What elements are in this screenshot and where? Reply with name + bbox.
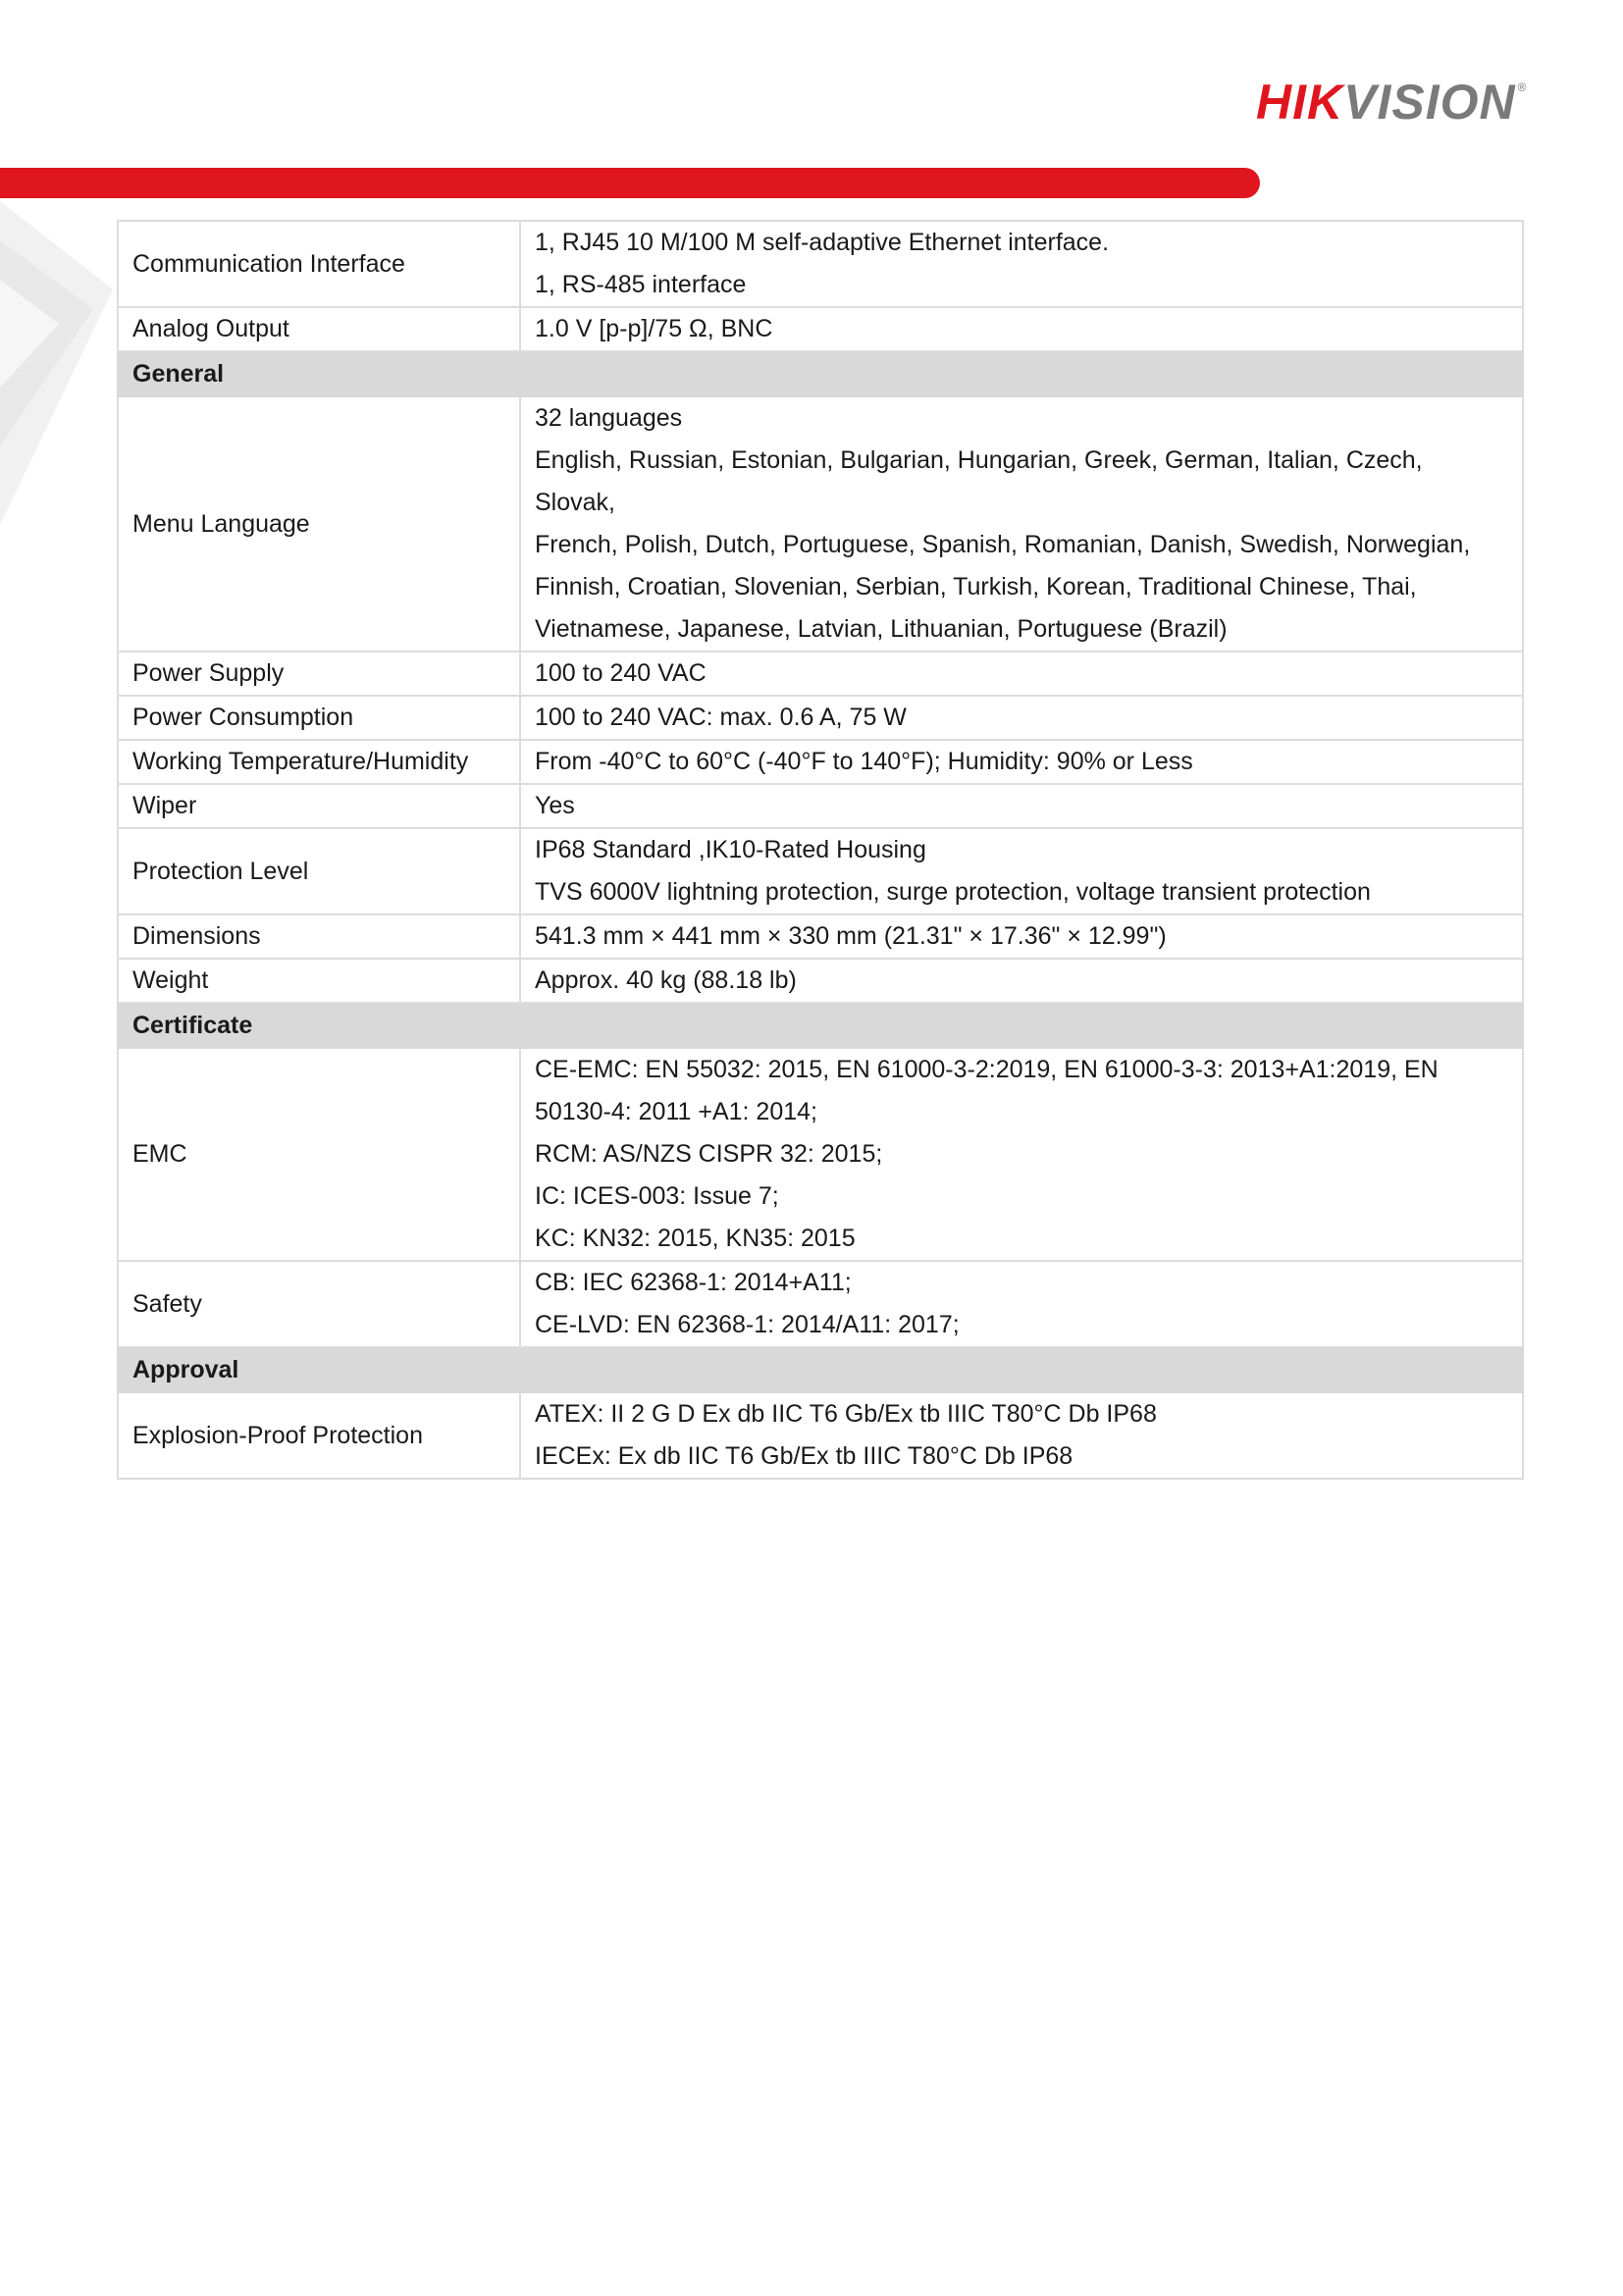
row-label: EMC xyxy=(118,1048,520,1261)
row-label: Dimensions xyxy=(118,914,520,959)
row-label: Power Consumption xyxy=(118,696,520,740)
table-row-power-consumption xyxy=(118,696,1523,740)
row-label: Menu Language xyxy=(118,396,520,652)
section-title: Certificate xyxy=(118,1003,1523,1048)
table-row-explosion-proof xyxy=(118,1392,1523,1479)
table-row-weight xyxy=(118,959,1523,1003)
row-label: Communication Interface xyxy=(118,221,520,307)
section-header-certificate xyxy=(118,1003,1523,1048)
row-value: 541.3 mm × 441 mm × 330 mm (21.31" × 17.36" × 12.99") xyxy=(520,914,1523,959)
row-value: 100 to 240 VAC xyxy=(520,652,1523,696)
header-red-bar xyxy=(0,168,1260,198)
table-row-power-supply xyxy=(118,652,1523,696)
table-row-protection-level xyxy=(118,828,1523,914)
table-row-safety xyxy=(118,1261,1523,1347)
table-row-menu-language xyxy=(118,396,1523,652)
row-label: Analog Output xyxy=(118,307,520,351)
row-value: 100 to 240 VAC: max. 0.6 A, 75 W xyxy=(520,696,1523,740)
row-value: IP68 Standard ,IK10-Rated Housing TVS 6000V lightning protection, surge protection, voltage transient protection xyxy=(520,828,1523,914)
table-row-working-temperature xyxy=(118,740,1523,784)
row-value: ATEX: II 2 G D Ex db IIC T6 Gb/Ex tb IIIC T80°C Db IP68 IECEx: Ex db IIC T6 Gb/Ex tb IIIC T80°C Db IP68 xyxy=(520,1392,1523,1479)
row-label: Working Temperature/Humidity xyxy=(118,740,520,784)
logo-text-vision: VISION xyxy=(1343,75,1516,130)
row-value: Approx. 40 kg (88.18 lb) xyxy=(520,959,1523,1003)
specification-table xyxy=(117,220,1524,1480)
row-label: Protection Level xyxy=(118,828,520,914)
section-title: General xyxy=(118,351,1523,396)
row-label: Safety xyxy=(118,1261,520,1347)
row-value: 32 languages English, Russian, Estonian, Bulgarian, Hungarian, Greek, German, Italian, Czech, Slovak, French, Polish, Dutch, Portuguese, Spanish, Romanian, Danish, Swedish, Norwegian, Finnish, Croatian, Slovenian, Serbian, Turkish, Korean, Traditional Chinese, Thai, Vietnamese, Japanese, Latvian, Lithuanian, Portuguese (Brazil) xyxy=(520,396,1523,652)
row-value: From -40°C to 60°C (-40°F to 140°F); Humidity: 90% or Less xyxy=(520,740,1523,784)
row-value: Yes xyxy=(520,784,1523,828)
table-row-analog-output xyxy=(118,307,1523,351)
row-label: Power Supply xyxy=(118,652,520,696)
row-value: CE-EMC: EN 55032: 2015, EN 61000-3-2:2019, EN 61000-3-3: 2013+A1:2019, EN 50130-4: 2011 +A1: 2014; RCM: AS/NZS CISPR 32: 2015; IC: ICES-003: Issue 7; KC: KN32: 2015, KN35: 2015 xyxy=(520,1048,1523,1261)
row-label: Weight xyxy=(118,959,520,1003)
hikvision-logo xyxy=(1256,73,1570,131)
row-label: Explosion-Proof Protection xyxy=(118,1392,520,1479)
logo-text-hik: HIK xyxy=(1256,75,1344,130)
table-row-wiper xyxy=(118,784,1523,828)
watermark-graphic-icon xyxy=(0,201,118,525)
row-value: CB: IEC 62368-1: 2014+A11; CE-LVD: EN 62368-1: 2014/A11: 2017; xyxy=(520,1261,1523,1347)
section-title: Approval xyxy=(118,1347,1523,1392)
registered-mark: ® xyxy=(1517,80,1528,94)
table-row-dimensions xyxy=(118,914,1523,959)
table-row-emc xyxy=(118,1048,1523,1261)
row-value: 1.0 V [p-p]/75 Ω, BNC xyxy=(520,307,1523,351)
section-header-approval xyxy=(118,1347,1523,1392)
table-row-communication-interface xyxy=(118,221,1523,307)
row-value: 1, RJ45 10 M/100 M self-adaptive Ethernet interface. 1, RS-485 interface xyxy=(520,221,1523,307)
row-label: Wiper xyxy=(118,784,520,828)
section-header-general xyxy=(118,351,1523,396)
